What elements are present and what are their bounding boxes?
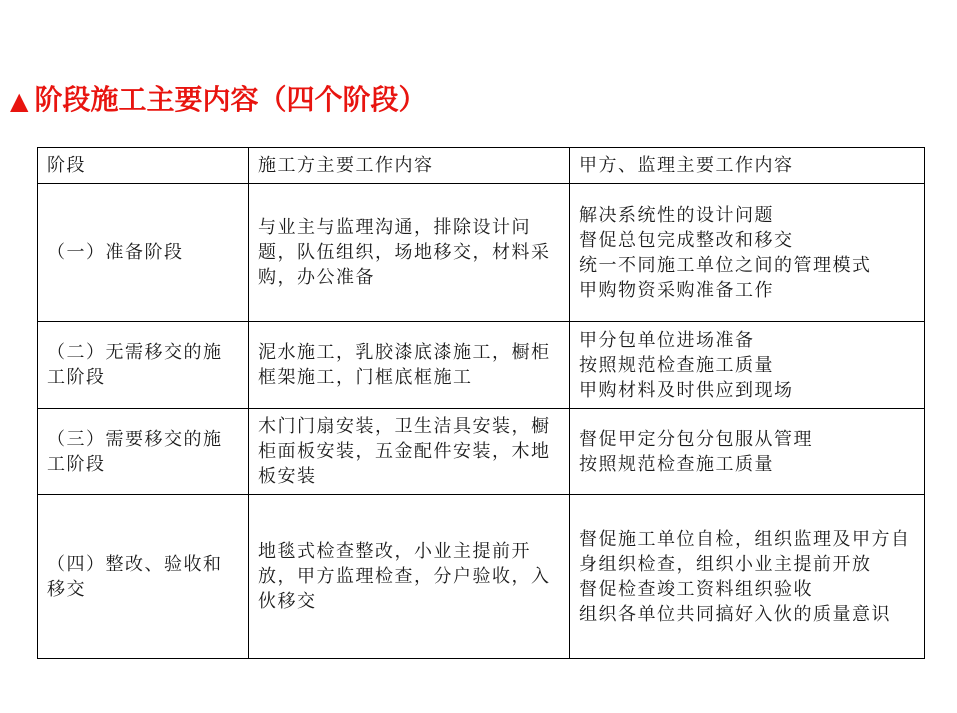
owner-line: 督促总包完成整改和移交 [579, 229, 794, 251]
page-title-text: 阶段施工主要内容（四个阶段） [34, 83, 427, 116]
owner-line: 组织各单位共同搞好入伙的质量意识 [579, 603, 891, 625]
owner-line: 按照规范检查施工质量 [579, 354, 774, 376]
table-header-row [38, 148, 925, 184]
page-title [10, 78, 426, 118]
table-row [38, 495, 925, 659]
contractor-cell: 地毯式检查整改，小业主提前开放，甲方监理检查，分户验收，入伙移交 [249, 495, 570, 659]
stages-table [37, 147, 925, 659]
owner-cell [570, 322, 925, 409]
owner-line: 甲购材料及时供应到现场 [579, 379, 794, 401]
owner-line: 统一不同施工单位之间的管理模式 [579, 254, 872, 276]
stage-cell: （二）无需移交的施工阶段 [38, 322, 249, 409]
contractor-cell: 与业主与监理沟通，排除设计问题，队伍组织，场地移交，材料采购，办公准备 [249, 184, 570, 322]
stage-cell: （四）整改、验收和移交 [38, 495, 249, 659]
owner-line: 督促检查竣工资料组织验收 [579, 578, 813, 600]
owner-line: 按照规范检查施工质量 [579, 453, 774, 475]
owner-line: 甲购物资采购准备工作 [579, 279, 774, 301]
stage-cell: （一）准备阶段 [38, 184, 249, 322]
table-row [38, 184, 925, 322]
header-stage: 阶段 [38, 148, 249, 184]
owner-line: 甲分包单位进场准备 [579, 329, 755, 351]
header-contractor: 施工方主要工作内容 [249, 148, 570, 184]
owner-cell [570, 184, 925, 322]
table-row [38, 409, 925, 495]
owner-line: 督促甲定分包分包服从管理 [579, 428, 813, 450]
owner-cell [570, 409, 925, 495]
owner-line: 督促施工单位自检，组织监理及甲方自身组织检查，组织小业主提前开放 [579, 528, 911, 575]
owner-line: 解决系统性的设计问题 [579, 204, 774, 226]
header-owner: 甲方、监理主要工作内容 [570, 148, 925, 184]
triangle-bullet-icon: ▲ [10, 86, 29, 115]
stage-cell: （三）需要移交的施工阶段 [38, 409, 249, 495]
contractor-cell: 木门门扇安装，卫生洁具安装，橱柜面板安装，五金配件安装，木地板安装 [249, 409, 570, 495]
table-row [38, 322, 925, 409]
contractor-cell: 泥水施工，乳胶漆底漆施工，橱柜框架施工，门框底框施工 [249, 322, 570, 409]
owner-cell [570, 495, 925, 659]
